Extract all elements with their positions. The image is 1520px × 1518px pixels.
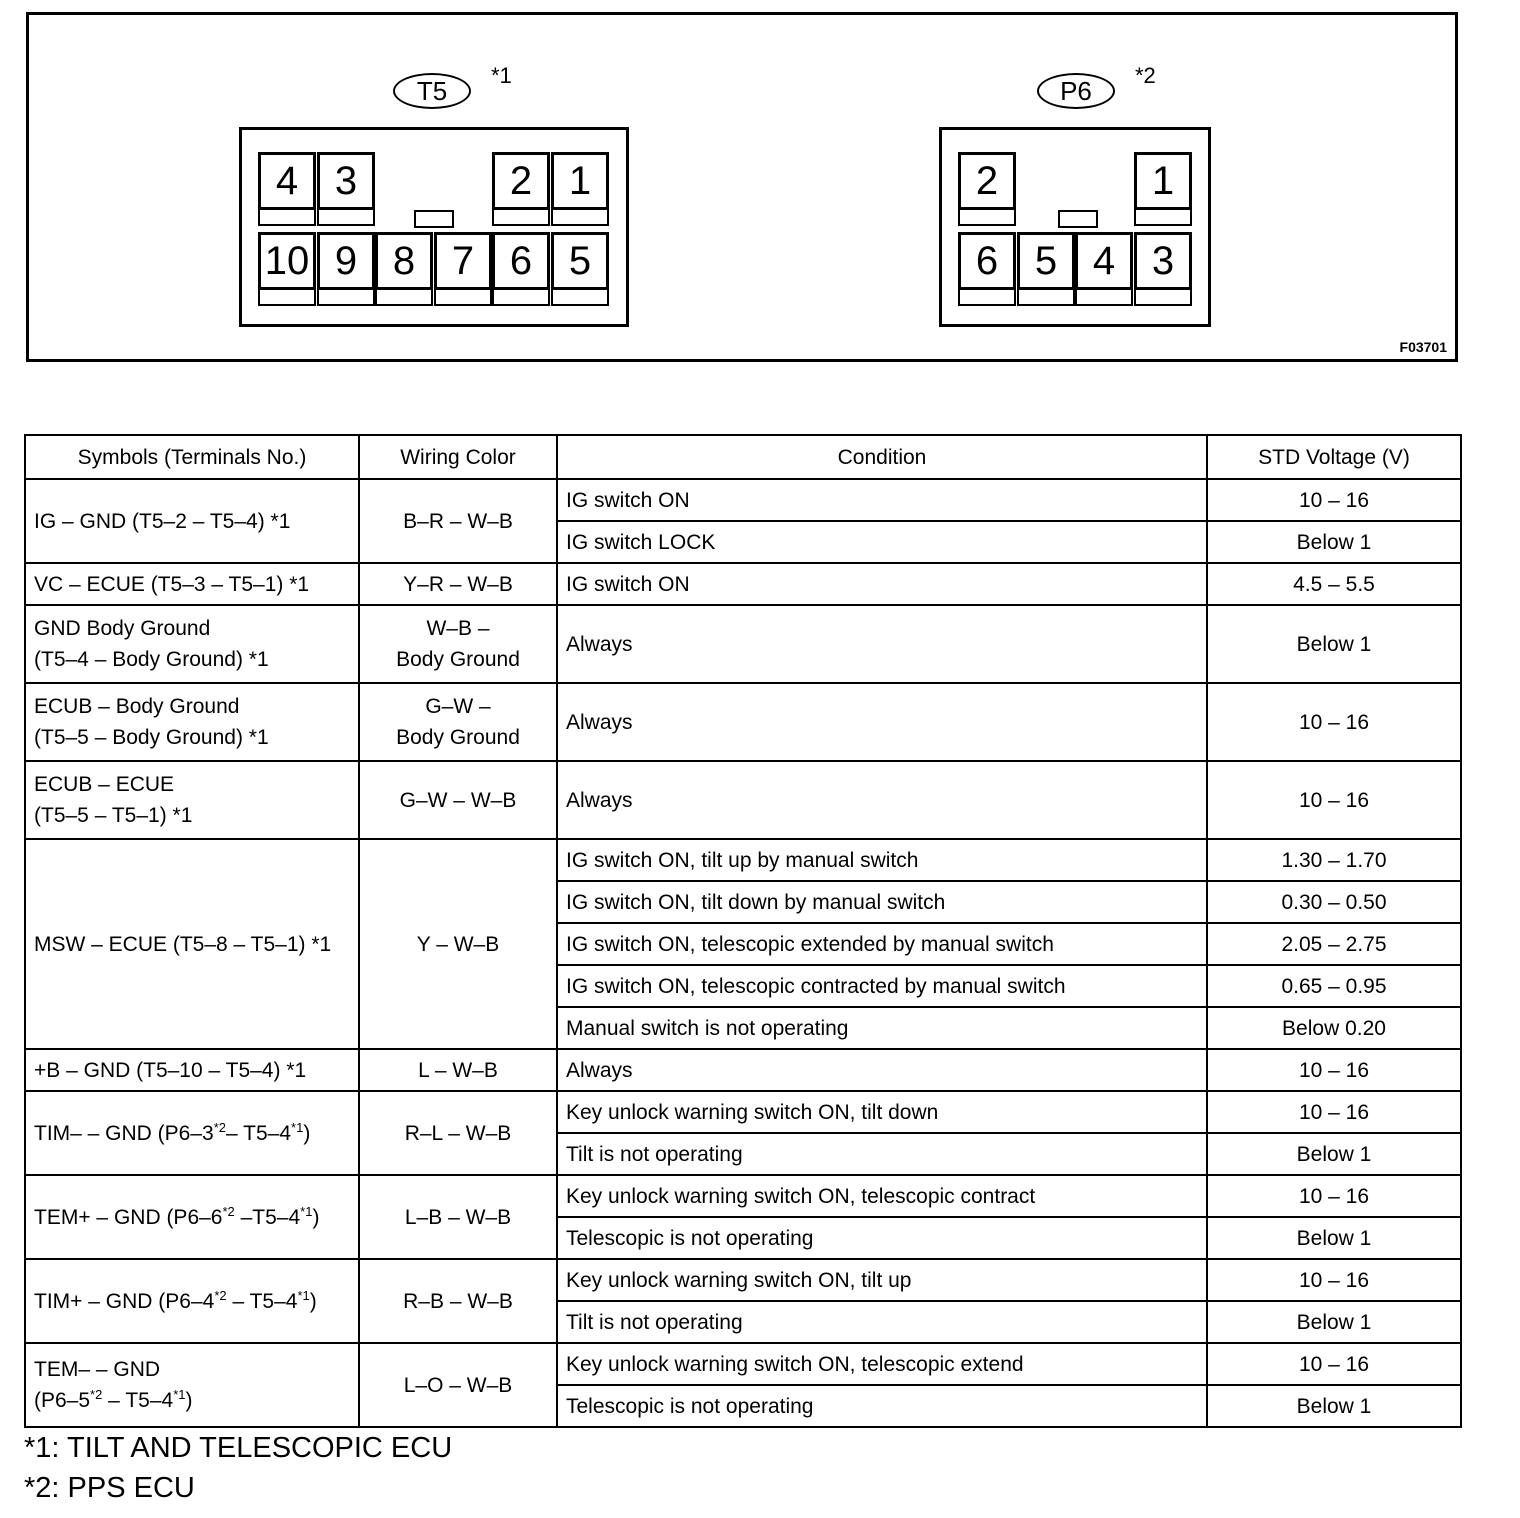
connector-note-p6: *2 bbox=[1135, 63, 1156, 88]
pin-base bbox=[551, 290, 609, 306]
header-condition: Condition bbox=[557, 435, 1207, 479]
condition-cell: IG switch ON bbox=[557, 563, 1207, 605]
pin-t5: 2 bbox=[492, 152, 550, 210]
condition-cell: IG switch ON, tilt down by manual switch bbox=[557, 881, 1207, 923]
pin-p6: 3 bbox=[1134, 232, 1192, 290]
condition-cell: Telescopic is not operating bbox=[557, 1217, 1207, 1259]
table-row bbox=[25, 1343, 1461, 1385]
pin-base bbox=[1134, 290, 1192, 306]
table-row bbox=[25, 479, 1461, 521]
figure-code: F03701 bbox=[1399, 339, 1447, 355]
condition-cell: Key unlock warning switch ON, tilt up bbox=[557, 1259, 1207, 1301]
wiring-line: Body Ground bbox=[396, 726, 520, 749]
table-row bbox=[25, 839, 1461, 881]
symbol-cell: TIM+ – GND (P6–4$^{*2}$ – T5–4$^{*1}$) bbox=[25, 1259, 359, 1343]
voltage-spec-table bbox=[24, 434, 1462, 1428]
wiring-line: W–B – bbox=[426, 617, 490, 640]
table-row bbox=[25, 1091, 1461, 1133]
pin-base bbox=[375, 290, 433, 306]
table-row bbox=[25, 1175, 1461, 1217]
wiring-cell: Y–R – W–B bbox=[359, 563, 557, 605]
table-row bbox=[25, 605, 1461, 683]
table-row bbox=[25, 1259, 1461, 1301]
wiring-cell bbox=[359, 683, 557, 761]
condition-cell: IG switch LOCK bbox=[557, 521, 1207, 563]
condition-cell: Key unlock warning switch ON, tilt down bbox=[557, 1091, 1207, 1133]
voltage-cell: 1.30 – 1.70 bbox=[1207, 839, 1461, 881]
connector-diagram bbox=[26, 12, 1458, 362]
symbol-cell: TIM– – GND (P6–3$^{*2}$– T5–4$^{*1}$) bbox=[25, 1091, 359, 1175]
wiring-line: G–W – bbox=[425, 695, 491, 718]
wiring-cell: R–L – W–B bbox=[359, 1091, 557, 1175]
pin-base bbox=[958, 290, 1016, 306]
condition-cell: IG switch ON, telescopic extended by manual switch bbox=[557, 923, 1207, 965]
pin-t5: 10 bbox=[258, 232, 316, 290]
pin-t5: 7 bbox=[434, 232, 492, 290]
wiring-line: Body Ground bbox=[396, 648, 520, 671]
wiring-cell: B–R – W–B bbox=[359, 479, 557, 563]
symbol-cell bbox=[25, 1343, 359, 1427]
pin-base bbox=[492, 210, 550, 226]
footnote-1: *1: TILT AND TELESCOPIC ECU bbox=[24, 1432, 453, 1464]
voltage-cell: Below 1 bbox=[1207, 1217, 1461, 1259]
connector-housing-t5 bbox=[239, 127, 629, 327]
wiring-cell: L – W–B bbox=[359, 1049, 557, 1091]
wiring-cell: L–B – W–B bbox=[359, 1175, 557, 1259]
voltage-cell: 10 – 16 bbox=[1207, 1049, 1461, 1091]
condition-cell: Tilt is not operating bbox=[557, 1301, 1207, 1343]
symbol-line: ECUB – Body Ground bbox=[34, 695, 240, 718]
voltage-cell: Below 1 bbox=[1207, 605, 1461, 683]
voltage-cell: Below 1 bbox=[1207, 1133, 1461, 1175]
condition-cell: Always bbox=[557, 683, 1207, 761]
condition-cell: Tilt is not operating bbox=[557, 1133, 1207, 1175]
header-wiring-color: Wiring Color bbox=[359, 435, 557, 479]
condition-cell: IG switch ON bbox=[557, 479, 1207, 521]
symbol-line: GND Body Ground bbox=[34, 617, 211, 640]
pin-base bbox=[1134, 210, 1192, 226]
condition-cell: Key unlock warning switch ON, telescopic contract bbox=[557, 1175, 1207, 1217]
connector-housing-p6 bbox=[939, 127, 1211, 327]
voltage-cell: 10 – 16 bbox=[1207, 1343, 1461, 1385]
voltage-cell: 10 – 16 bbox=[1207, 761, 1461, 839]
table-row bbox=[25, 683, 1461, 761]
condition-cell: Telescopic is not operating bbox=[557, 1385, 1207, 1427]
wiring-cell: R–B – W–B bbox=[359, 1259, 557, 1343]
header-symbols: Symbols (Terminals No.) bbox=[25, 435, 359, 479]
symbol-cell bbox=[25, 761, 359, 839]
symbol-cell bbox=[25, 683, 359, 761]
pin-p6: 2 bbox=[958, 152, 1016, 210]
symbol-cell: VC – ECUE (T5–3 – T5–1) *1 bbox=[25, 563, 359, 605]
voltage-cell: Below 1 bbox=[1207, 1301, 1461, 1343]
connector-note-t5: *1 bbox=[491, 63, 512, 88]
condition-cell: IG switch ON, telescopic contracted by manual switch bbox=[557, 965, 1207, 1007]
symbol-line: TEM– – GND bbox=[34, 1358, 161, 1381]
table-row bbox=[25, 1049, 1461, 1091]
condition-cell: IG switch ON, tilt up by manual switch bbox=[557, 839, 1207, 881]
symbol-line: (T5–4 – Body Ground) *1 bbox=[34, 648, 269, 671]
symbol-line: (T5–5 – Body Ground) *1 bbox=[34, 726, 269, 749]
voltage-cell: Below 1 bbox=[1207, 521, 1461, 563]
symbol-cell: TEM+ – GND (P6–6$^{*2}$ –T5–4$^{*1}$) bbox=[25, 1175, 359, 1259]
pin-t5: 3 bbox=[317, 152, 375, 210]
table-row bbox=[25, 761, 1461, 839]
voltage-cell: Below 0.20 bbox=[1207, 1007, 1461, 1049]
symbol-cell bbox=[25, 605, 359, 683]
symbol-cell: +B – GND (T5–10 – T5–4) *1 bbox=[25, 1049, 359, 1091]
condition-cell: Always bbox=[557, 761, 1207, 839]
pin-base bbox=[551, 210, 609, 226]
condition-cell: Always bbox=[557, 1049, 1207, 1091]
pin-t5: 5 bbox=[551, 232, 609, 290]
pin-p6: 4 bbox=[1075, 232, 1133, 290]
connector-key bbox=[1058, 210, 1098, 228]
pin-p6: 6 bbox=[958, 232, 1016, 290]
condition-cell: Manual switch is not operating bbox=[557, 1007, 1207, 1049]
header-std-voltage: STD Voltage (V) bbox=[1207, 435, 1461, 479]
footnotes bbox=[24, 1428, 452, 1508]
pin-t5: 8 bbox=[375, 232, 433, 290]
pin-p6: 5 bbox=[1017, 232, 1075, 290]
voltage-cell: 10 – 16 bbox=[1207, 683, 1461, 761]
symbol-line: ECUB – ECUE bbox=[34, 773, 175, 796]
voltage-cell: 10 – 16 bbox=[1207, 1091, 1461, 1133]
pin-base bbox=[258, 210, 316, 226]
voltage-cell: 10 – 16 bbox=[1207, 1175, 1461, 1217]
condition-cell: Key unlock warning switch ON, telescopic extend bbox=[557, 1343, 1207, 1385]
condition-cell: Always bbox=[557, 605, 1207, 683]
pin-t5: 6 bbox=[492, 232, 550, 290]
symbol-line: (P6–5$^{*2}$ – T5–4$^{*1}$) bbox=[34, 1387, 193, 1412]
pin-base bbox=[317, 210, 375, 226]
symbol-line: (T5–5 – T5–1) *1 bbox=[34, 804, 193, 827]
wiring-cell: Y – W–B bbox=[359, 839, 557, 1049]
footnote-2: *2: PPS ECU bbox=[24, 1472, 195, 1504]
connector-label-p6: P6 bbox=[1037, 73, 1115, 109]
table-row bbox=[25, 563, 1461, 605]
pin-p6: 1 bbox=[1134, 152, 1192, 210]
pin-t5: 9 bbox=[317, 232, 375, 290]
voltage-cell: 0.30 – 0.50 bbox=[1207, 881, 1461, 923]
wiring-cell bbox=[359, 605, 557, 683]
pin-t5: 4 bbox=[258, 152, 316, 210]
voltage-cell: 4.5 – 5.5 bbox=[1207, 563, 1461, 605]
pin-base bbox=[1075, 290, 1133, 306]
table-header-row bbox=[25, 435, 1461, 479]
pin-base bbox=[258, 290, 316, 306]
pin-base bbox=[1017, 290, 1075, 306]
voltage-cell: 10 – 16 bbox=[1207, 479, 1461, 521]
pin-t5: 1 bbox=[551, 152, 609, 210]
connector-label-t5: T5 bbox=[393, 73, 471, 109]
voltage-cell: 2.05 – 2.75 bbox=[1207, 923, 1461, 965]
wiring-cell: L–O – W–B bbox=[359, 1343, 557, 1427]
voltage-cell: Below 1 bbox=[1207, 1385, 1461, 1427]
symbol-cell: IG – GND (T5–2 – T5–4) *1 bbox=[25, 479, 359, 563]
symbol-cell: MSW – ECUE (T5–8 – T5–1) *1 bbox=[25, 839, 359, 1049]
pin-base bbox=[434, 290, 492, 306]
voltage-cell: 10 – 16 bbox=[1207, 1259, 1461, 1301]
connector-key bbox=[414, 210, 454, 228]
voltage-cell: 0.65 – 0.95 bbox=[1207, 965, 1461, 1007]
wiring-cell: G–W – W–B bbox=[359, 761, 557, 839]
pin-base bbox=[958, 210, 1016, 226]
pin-base bbox=[492, 290, 550, 306]
pin-base bbox=[317, 290, 375, 306]
